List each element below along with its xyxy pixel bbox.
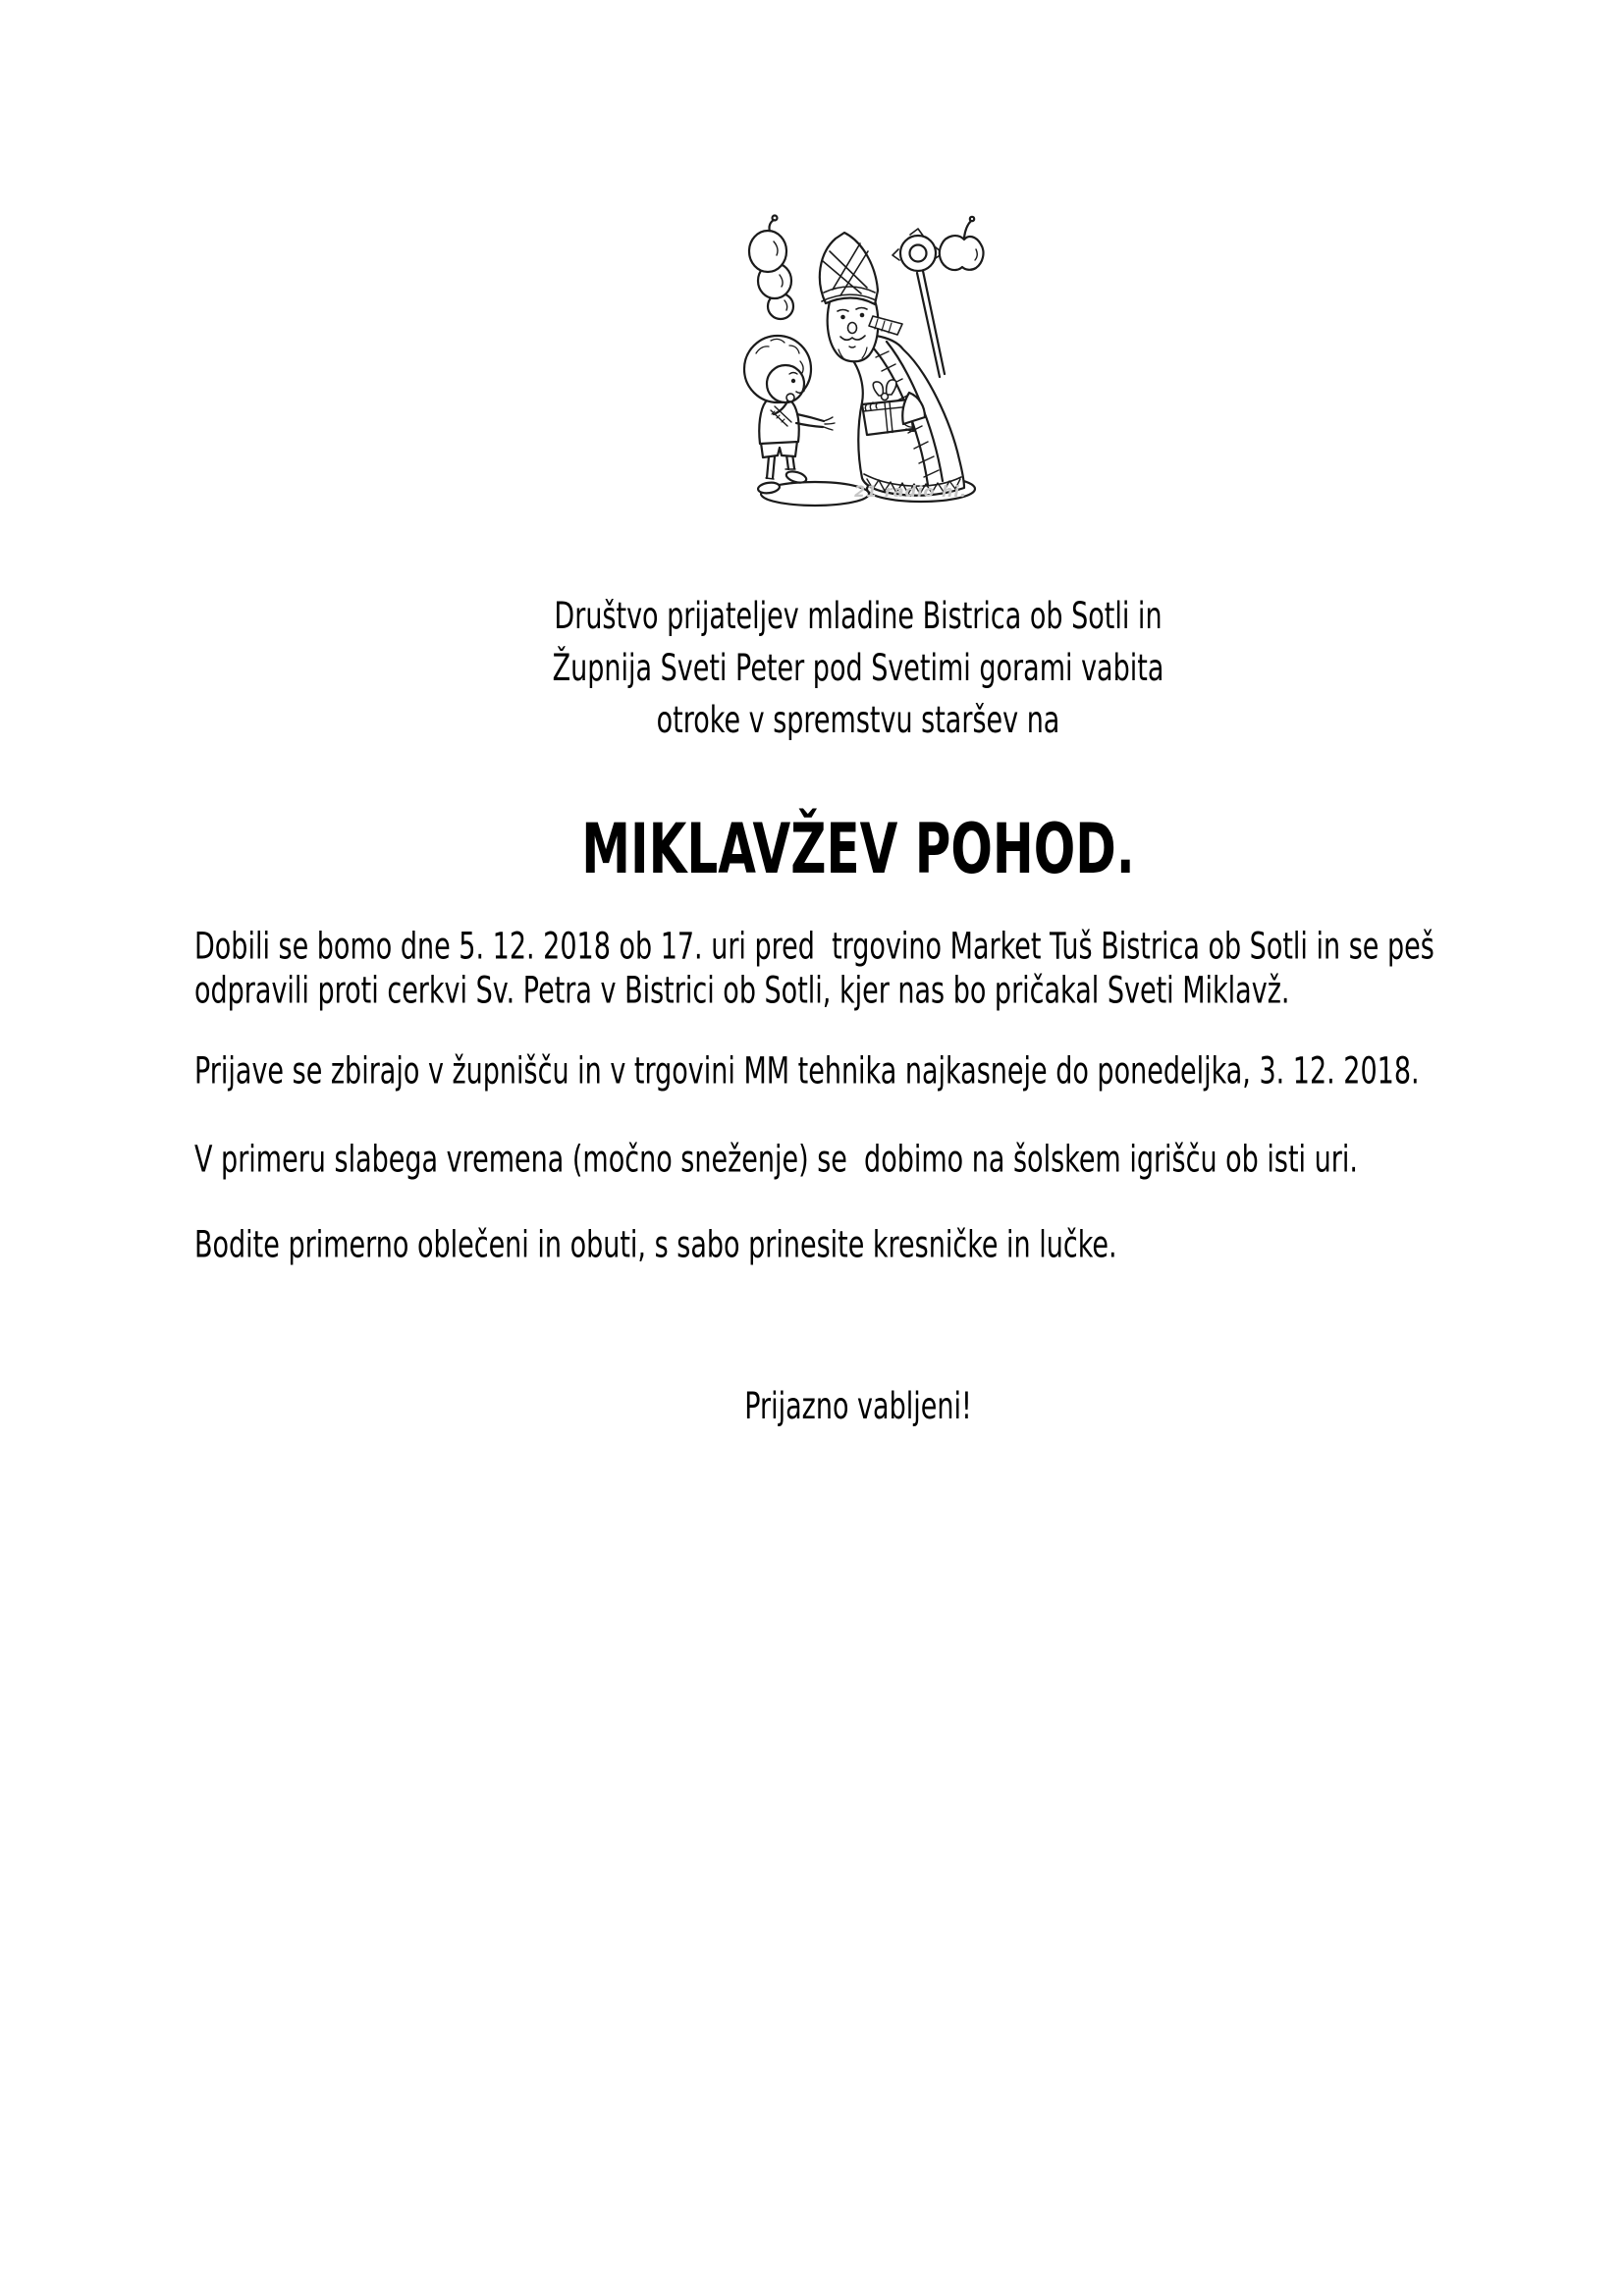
watermark-text: 21 radio hi.	[854, 482, 967, 501]
miklavz-illustration-svg	[729, 202, 994, 511]
body-paragraph	[194, 1224, 1589, 1267]
paragraph-line: V primeru slabega vremena (močno sneženje) se dobimo na šolskem igrišču ob isti uri.	[194, 1139, 1358, 1182]
intro-line: otroke v spremstvu staršev na	[656, 699, 1060, 742]
intro-line: Župnija Sveti Peter pod Svetimi gorami vabita	[552, 647, 1164, 690]
child-face	[767, 365, 804, 402]
body-paragraph	[194, 926, 1589, 1012]
miklavz-illustration	[729, 202, 994, 511]
crozier-crook	[893, 229, 943, 271]
body-paragraph	[194, 1050, 1589, 1094]
paragraph-line: odpravili proti cerkvi Sv. Petra v Bistrici ob Sotli, kjer nas bo pričakal Sveti Miklavž.	[194, 969, 1290, 1012]
bishop-mitre	[820, 233, 878, 304]
apple-icon	[940, 217, 984, 270]
crozier-staff	[917, 271, 945, 377]
closing-text: Prijazno vabljeni!	[744, 1385, 972, 1428]
saint-nicholas-figure	[820, 229, 964, 496]
child-figure	[744, 336, 835, 495]
paragraph-line: Prijave se zbirajo v župnišču in v trgovini MM tehnika najkasneje do ponedeljka, 3. 12. 2018.	[194, 1050, 1420, 1094]
page-title: MIKLAVŽEV POHOD.	[581, 809, 1135, 889]
paragraph-line: Bodite primerno oblečeni in obuti, s sabo prinesite kresničke in lučke.	[194, 1224, 1117, 1267]
body-paragraph	[194, 1139, 1589, 1182]
paragraph-line: Dobili se bomo dne 5. 12. 2018 ob 17. uri pred trgovino Market Tuš Bistrica ob Sotli in se peš	[194, 926, 1434, 969]
hanging-fruit-icon	[749, 216, 793, 320]
intro-text	[194, 591, 1522, 748]
intro-line: Društvo prijateljev mladine Bistrica ob Sotli in	[554, 595, 1163, 638]
nicholas-face	[828, 294, 879, 362]
